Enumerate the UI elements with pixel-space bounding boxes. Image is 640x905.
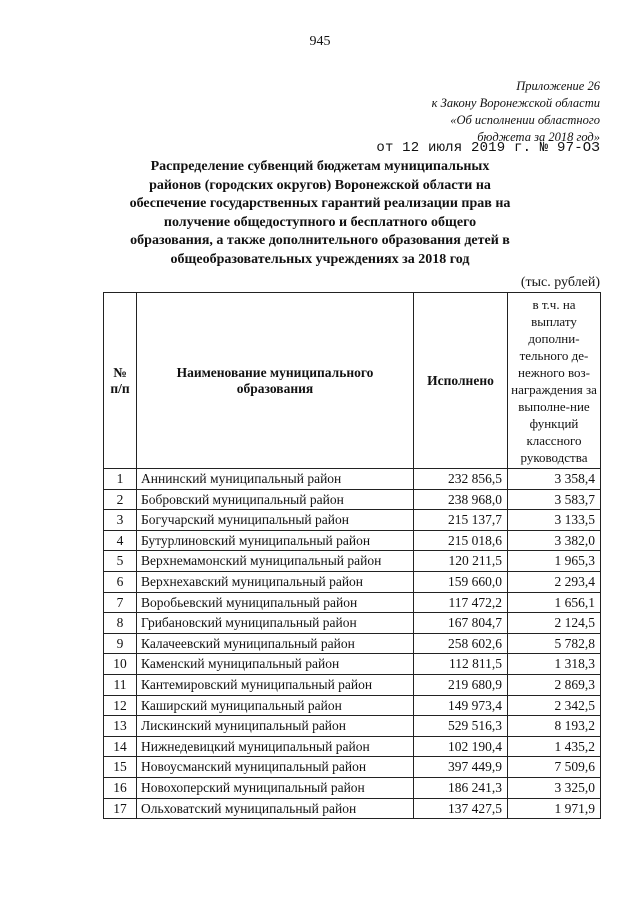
row-name: Нижнедевицкий муниципальный район <box>137 736 414 757</box>
table-row <box>104 654 601 675</box>
row-name: Аннинский муниципальный район <box>137 469 414 490</box>
document-title: Распределение субвенций бюджетам муниципальных районов (городских округов) Воронежской области на обеспечение государственных гарантий реализации прав на получение общедоступного и бесплатного общего образования, а также дополнительного образования детей в общеобразовательных учреждениях за 2018 год <box>129 159 511 267</box>
row-total: 529 516,3 <box>414 716 508 737</box>
row-name: Грибановский муниципальный район <box>137 613 414 634</box>
row-number: 13 <box>104 716 137 737</box>
appendix-line: «Об исполнении областного <box>450 113 600 127</box>
row-total: 102 190,4 <box>414 736 508 757</box>
row-name: Калачеевский муниципальный район <box>137 633 414 654</box>
row-number: 9 <box>104 633 137 654</box>
row-name: Богучарский муниципальный район <box>137 510 414 531</box>
row-extra: 8 193,2 <box>508 716 601 737</box>
row-extra: 3 325,0 <box>508 777 601 798</box>
row-extra: 1 656,1 <box>508 592 601 613</box>
appendix-line: бюджета за 2018 год» <box>477 130 600 144</box>
table-row <box>104 695 601 716</box>
row-name: Новохоперский муниципальный район <box>137 777 414 798</box>
row-number: 11 <box>104 674 137 695</box>
row-name: Бутурлиновский муниципальный район <box>137 530 414 551</box>
table-row <box>104 489 601 510</box>
row-extra: 2 293,4 <box>508 571 601 592</box>
table-row <box>104 674 601 695</box>
row-extra: 3 133,5 <box>508 510 601 531</box>
row-extra: 2 124,5 <box>508 613 601 634</box>
row-total: 167 804,7 <box>414 613 508 634</box>
row-name: Каменский муниципальный район <box>137 654 414 675</box>
row-number: 16 <box>104 777 137 798</box>
table-header-row <box>104 293 601 469</box>
row-name: Верхнехавский муниципальный район <box>137 571 414 592</box>
table-row <box>104 571 601 592</box>
header-name: Наименование муниципального образования <box>137 293 414 469</box>
row-number: 17 <box>104 798 137 819</box>
row-name: Новоусманский муниципальный район <box>137 757 414 778</box>
table-row <box>104 551 601 572</box>
row-total: 238 968,0 <box>414 489 508 510</box>
row-total: 258 602,6 <box>414 633 508 654</box>
row-name: Каширский муниципальный район <box>137 695 414 716</box>
row-total: 186 241,3 <box>414 777 508 798</box>
row-number: 5 <box>104 551 137 572</box>
table-row <box>104 510 601 531</box>
appendix-line: Приложение 26 <box>516 79 600 93</box>
row-extra: 1 965,3 <box>508 551 601 572</box>
row-total: 215 137,7 <box>414 510 508 531</box>
row-total: 159 660,0 <box>414 571 508 592</box>
row-name: Лискинский муниципальный район <box>137 716 414 737</box>
row-total: 117 472,2 <box>414 592 508 613</box>
row-number: 15 <box>104 757 137 778</box>
row-name: Воробьевский муниципальный район <box>137 592 414 613</box>
table-row <box>104 716 601 737</box>
row-extra: 2 869,3 <box>508 674 601 695</box>
row-extra: 3 382,0 <box>508 530 601 551</box>
appendix-reference <box>432 78 600 146</box>
row-extra: 7 509,6 <box>508 757 601 778</box>
row-total: 112 811,5 <box>414 654 508 675</box>
table-row <box>104 633 601 654</box>
row-name: Ольховатский муниципальный район <box>137 798 414 819</box>
row-total: 120 211,5 <box>414 551 508 572</box>
row-number: 4 <box>104 530 137 551</box>
appendix-line: к Закону Воронежской области <box>431 96 600 110</box>
header-total: Исполнено <box>414 293 508 469</box>
table-row <box>104 592 601 613</box>
row-number: 8 <box>104 613 137 634</box>
row-number: 3 <box>104 510 137 531</box>
row-number: 12 <box>104 695 137 716</box>
header-extra: в т.ч. на выплату дополни-тельного де-нежного воз-награждения за выполне-ние функций классного руководства <box>508 293 601 469</box>
unit-label: (тыс. рублей) <box>520 275 600 290</box>
row-extra: 3 358,4 <box>508 469 601 490</box>
row-number: 1 <box>104 469 137 490</box>
row-name: Кантемировский муниципальный район <box>137 674 414 695</box>
row-total: 215 018,6 <box>414 530 508 551</box>
row-number: 6 <box>104 571 137 592</box>
row-name: Бобровский муниципальный район <box>137 489 414 510</box>
row-total: 149 973,4 <box>414 695 508 716</box>
row-extra: 1 435,2 <box>508 736 601 757</box>
table-row <box>104 777 601 798</box>
table-row <box>104 469 601 490</box>
subsidy-table <box>103 292 601 819</box>
row-extra: 1 971,9 <box>508 798 601 819</box>
table-row <box>104 757 601 778</box>
row-total: 137 427,5 <box>414 798 508 819</box>
row-total: 232 856,5 <box>414 469 508 490</box>
row-extra: 5 782,8 <box>508 633 601 654</box>
table-row <box>104 530 601 551</box>
row-number: 14 <box>104 736 137 757</box>
row-extra: 2 342,5 <box>508 695 601 716</box>
header-number: № п/п <box>104 293 137 469</box>
row-number: 10 <box>104 654 137 675</box>
row-total: 219 680,9 <box>414 674 508 695</box>
page-number: 945 <box>309 34 331 49</box>
row-number: 2 <box>104 489 137 510</box>
row-number: 7 <box>104 592 137 613</box>
row-extra: 1 318,3 <box>508 654 601 675</box>
law-date-stamp: от 12 июля 2019 г. № 97-ОЗ <box>376 140 600 156</box>
table-row <box>104 798 601 819</box>
row-name: Верхнемамонский муниципальный район <box>137 551 414 572</box>
table-row <box>104 613 601 634</box>
table-row <box>104 736 601 757</box>
row-total: 397 449,9 <box>414 757 508 778</box>
row-extra: 3 583,7 <box>508 489 601 510</box>
